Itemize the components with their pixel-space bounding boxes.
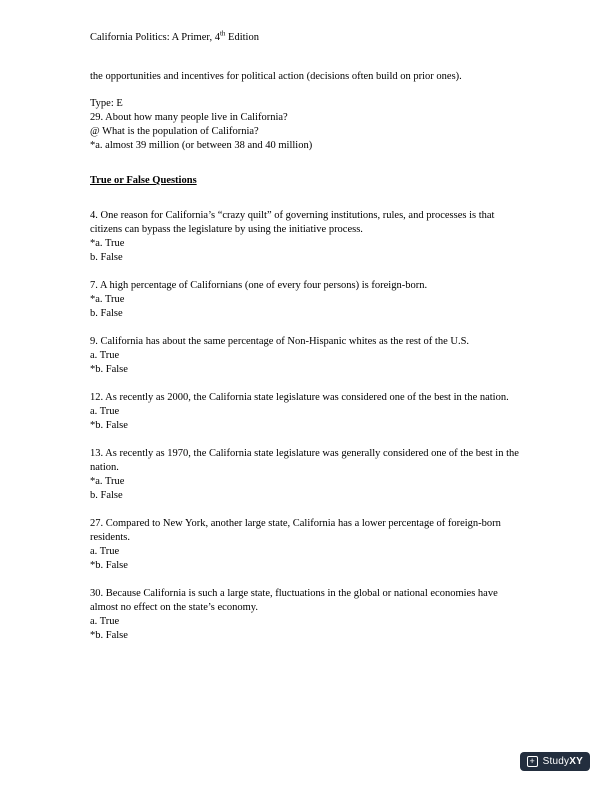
option-b: b. False — [90, 490, 123, 501]
question-text: 7. A high percentage of Californians (one of every four persons) is foreign-born. — [90, 280, 428, 291]
option-b: *b. False — [90, 364, 128, 375]
intro-paragraph: the opportunities and incentives for political action (decisions often build on prior ones). — [90, 71, 462, 82]
tf-question-27 — [90, 517, 520, 573]
tf-question-4 — [90, 209, 520, 265]
tf-question-30 — [90, 587, 520, 643]
tf-question-12 — [90, 391, 520, 433]
question-text: 12. As recently as 2000, the California state legislature was considered one of the best in the nation. — [90, 392, 509, 403]
option-b: *b. False — [90, 420, 128, 431]
tf-question-13 — [90, 447, 520, 503]
option-b: b. False — [90, 308, 123, 319]
question-29-alt-text: @ What is the population of California? — [90, 126, 259, 137]
brand-name-xy: XY — [569, 755, 583, 767]
question-text: 30. Because California is such a large state, fluctuations in the global or national economies have almost no effect on the state’s economy. — [90, 588, 498, 613]
plus-icon: + — [527, 756, 538, 767]
question-type-label: Type: E — [90, 98, 123, 109]
multiple-choice-block — [90, 97, 520, 153]
header-title-superscript: th — [219, 29, 226, 38]
option-a: a. True — [90, 406, 120, 417]
option-b: b. False — [90, 252, 123, 263]
document-content — [90, 31, 520, 657]
option-b: *b. False — [90, 560, 128, 571]
option-b: *b. False — [90, 630, 128, 641]
option-a: *a. True — [90, 476, 125, 487]
option-a: *a. True — [90, 294, 125, 305]
section-heading: True or False Questions — [90, 175, 197, 186]
brand-name — [543, 755, 583, 769]
option-a: a. True — [90, 616, 120, 627]
option-a: a. True — [90, 350, 120, 361]
question-29-answer: *a. almost 39 million (or between 38 and 40 million) — [90, 140, 313, 151]
document-header — [90, 31, 520, 45]
option-a: *a. True — [90, 238, 125, 249]
option-a: a. True — [90, 546, 120, 557]
question-text: 4. One reason for California’s “crazy quilt” of governing institutions, rules, and processes is that citizens can bypass the legislature by using the initiative process. — [90, 210, 495, 235]
question-29-text: 29. About how many people live in California? — [90, 112, 288, 123]
header-title-rest: Edition — [225, 32, 259, 43]
question-text: 9. California has about the same percentage of Non-Hispanic whites as the rest of the U.S. — [90, 336, 470, 347]
question-text: 27. Compared to New York, another large state, California has a lower percentage of foreign-born residents. — [90, 518, 501, 543]
tf-question-9 — [90, 335, 520, 377]
question-text: 13. As recently as 1970, the California state legislature was generally considered one of the best in the nation. — [90, 448, 519, 473]
header-title-text: California Politics: A Primer, 4 — [90, 32, 220, 43]
studyxy-logo — [520, 752, 590, 771]
tf-question-7 — [90, 279, 520, 321]
brand-name-study: Study — [542, 755, 570, 767]
